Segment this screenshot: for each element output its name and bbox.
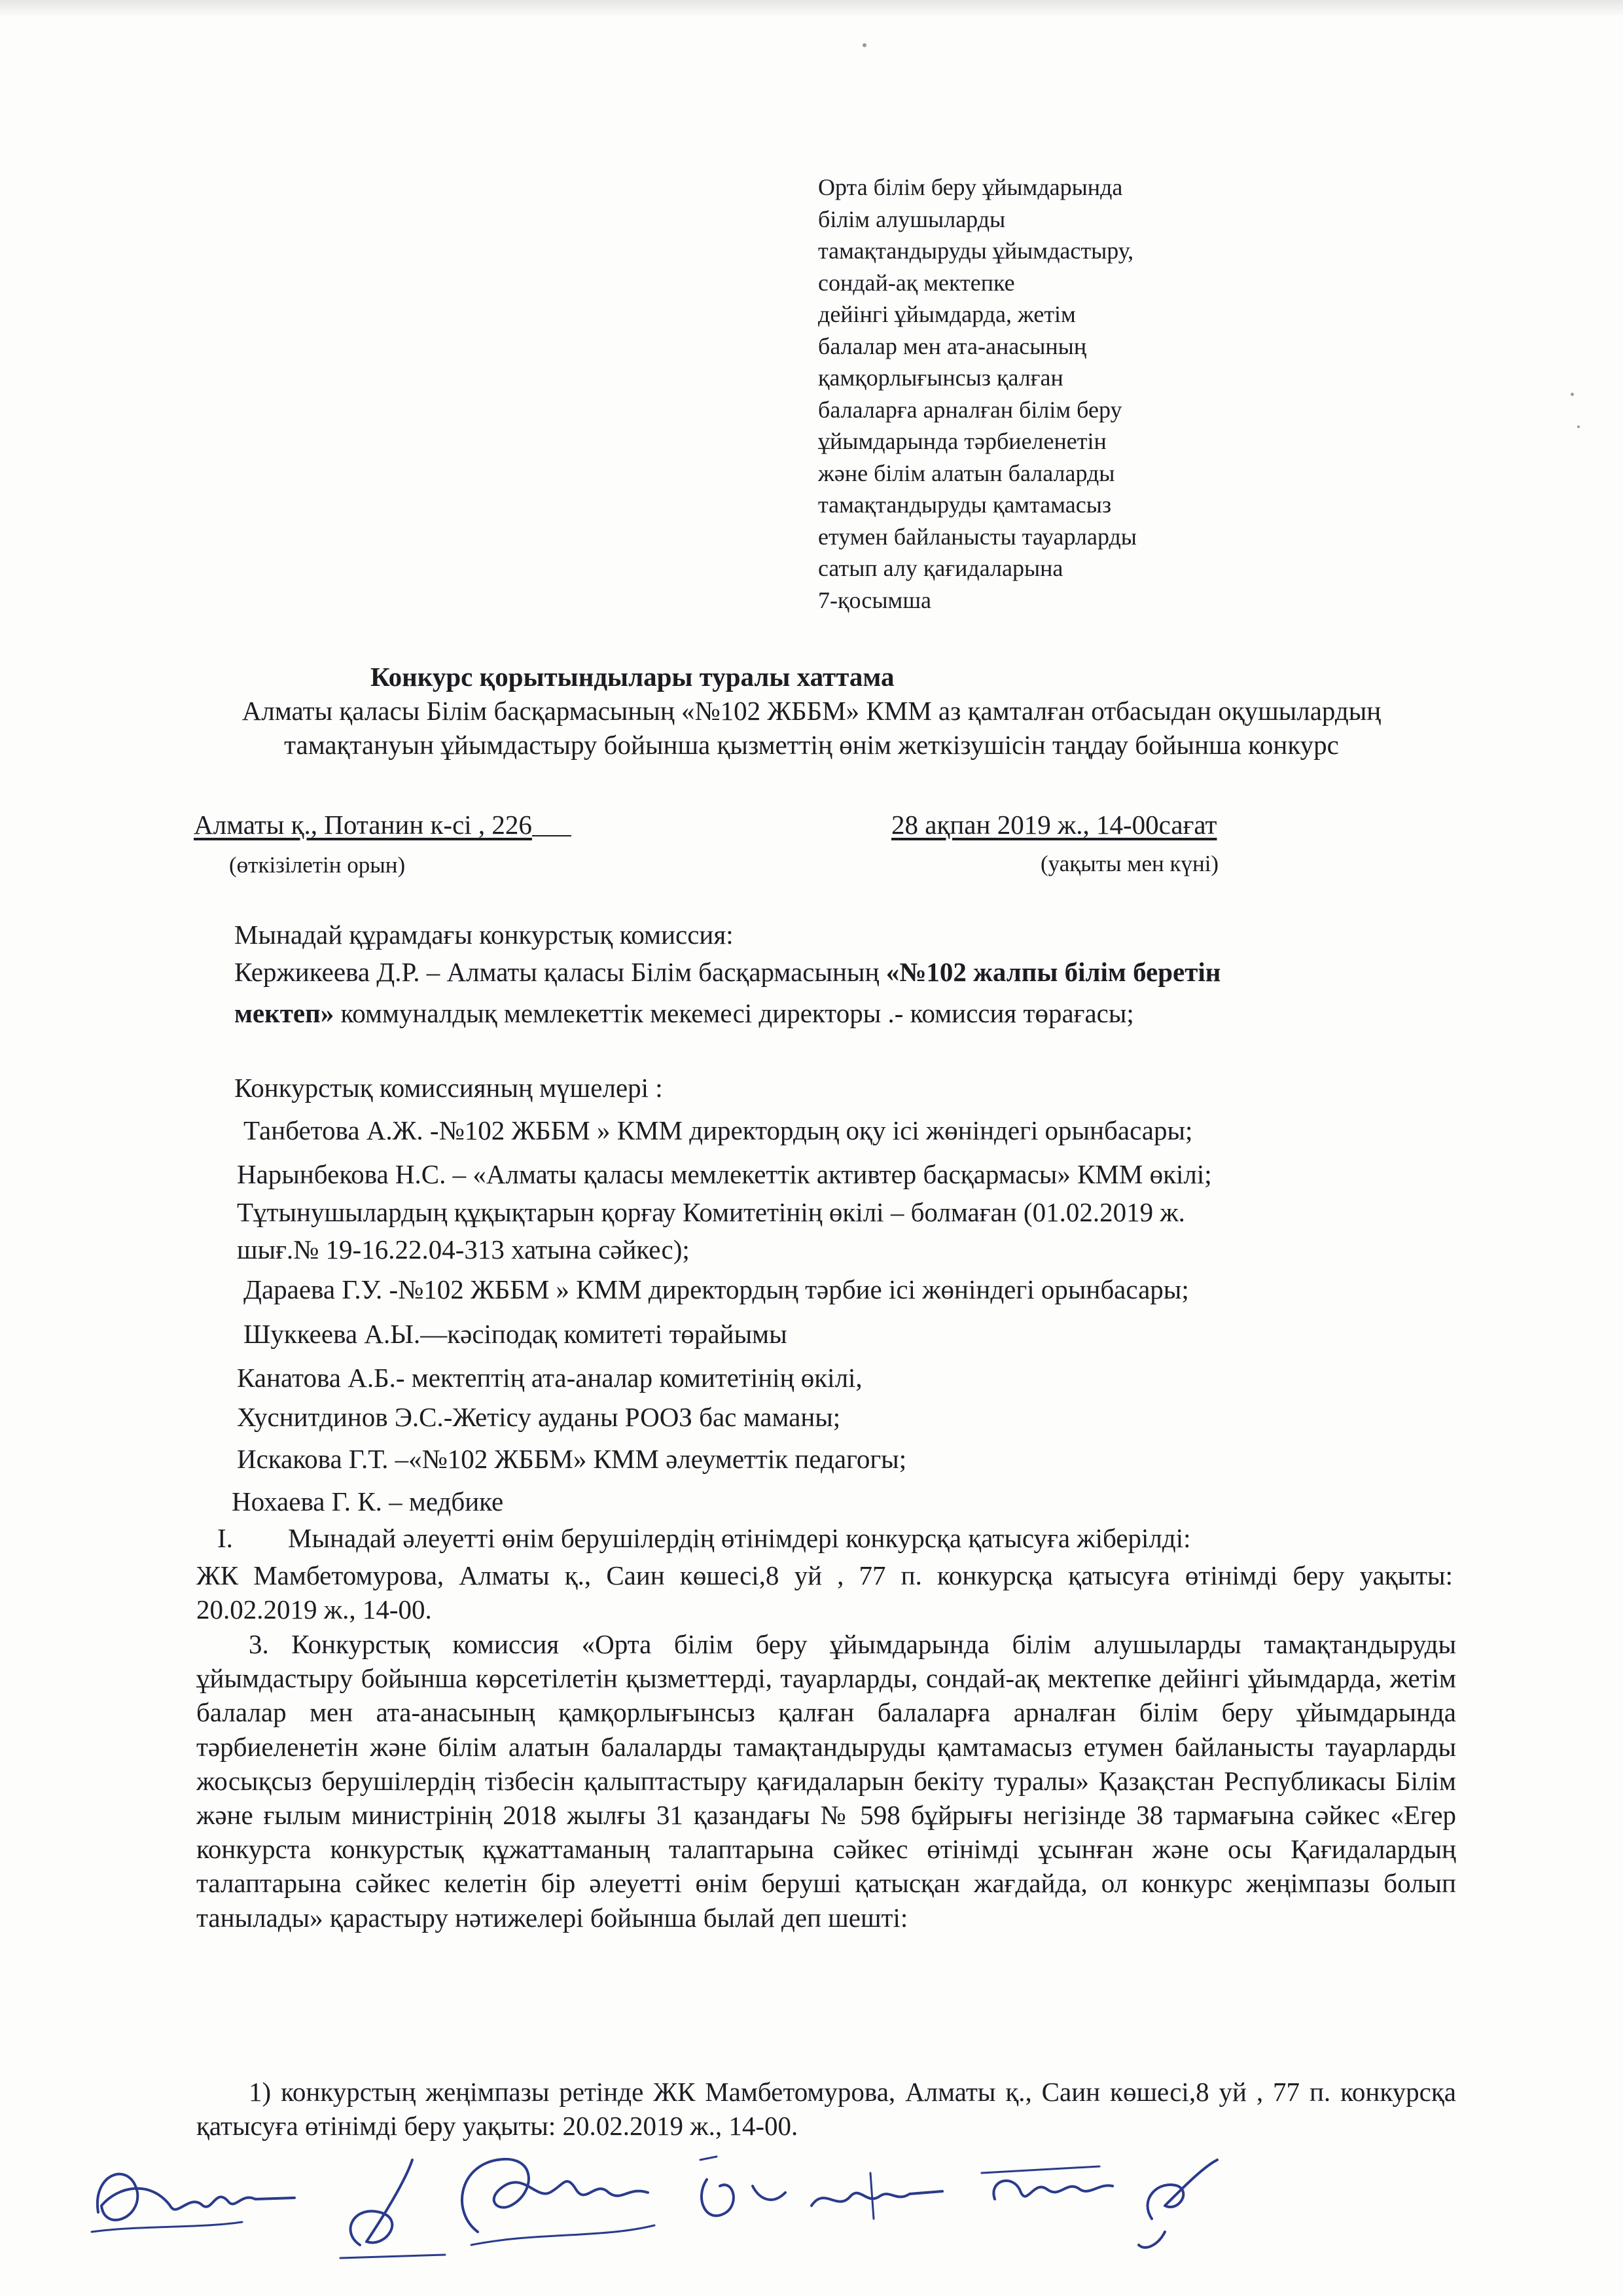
scan-speck: [1571, 393, 1574, 396]
chair-suffix: коммуналдық мемлекеттік мекемесі директоры .- комиссия төрағасы;: [334, 998, 1134, 1028]
signature-4: [700, 2157, 785, 2215]
annex-reference: [818, 171, 1276, 616]
venue-underline: [532, 835, 571, 836]
member-item: Канатова А.Б.- мектептің ата-аналар комитетінің өкілі,: [237, 1363, 863, 1393]
members-label: Конкурстық комиссияның мүшелері :: [234, 1073, 663, 1103]
section-1-heading: Мынадай әлеуетті өнім берушілердің өтінімдері конкурсқа қатысуға жіберілді:: [288, 1523, 1191, 1553]
datetime-caption: (уақыты мен күні): [1041, 851, 1219, 876]
venue-value: Алматы қ., Потанин к-сі , 226: [194, 810, 532, 840]
annex-line: және білім алатын балаларды: [818, 459, 1115, 486]
annex-line: сондай-ақ мектепке: [818, 269, 1015, 296]
annex-line: сатып алу қағидаларына: [818, 555, 1063, 581]
annex-line: тамақтандыруды қамтамасыз: [818, 492, 1112, 518]
member-item: Тұтынушылардың құқықтарын қорғау Комитетінің өкілі – болмаған (01.02.2019 ж.: [237, 1197, 1185, 1227]
section-1-numeral: I.: [217, 1523, 233, 1553]
venue-field: [194, 809, 571, 840]
signature-2: [340, 2160, 445, 2258]
signature-7: [1139, 2160, 1217, 2248]
document-subtitle: Алматы қаласы Білім басқармасының «№102 ЖББМ» КММ аз қамталған отбасыдан оқушылардың тамақтануын ұйымдастыру бойынша қызметтің өнім жеткізушісін таңдау бойынша конкурс: [241, 696, 1382, 760]
chair-prefix: Кержикеева Д.Р. – Алматы қаласы Білім басқармасының: [234, 957, 886, 987]
member-item: Хуснитдинов Э.С.-Жетісу ауданы РООЗ бас маманы;: [237, 1402, 841, 1432]
signature-1: [92, 2174, 294, 2232]
chair-school-name: «№102 жалпы білім беретін: [885, 957, 1221, 987]
annex-line: балаларға арналған білім беру: [818, 396, 1122, 423]
annex-line: ұйымдарында тәрбиеленетін: [818, 428, 1107, 454]
member-item: Танбетова А.Ж. -№102 ЖББМ » КММ директордың оқу ісі жөніндегі орынбасары;: [243, 1115, 1193, 1145]
section-3-text: 3. Конкурстық комиссия «Орта білім беру ұйымдарында білім алушыларды тамақтандыруды ұйымдастыру бойынша көрсетілетін қызметтерді, тауарларды, сондай-ақ мектепке дейінгі ұйымдарда, жетім балалар мен ата-анасының қамқорлығынсыз қалған балаларға арналған білім беру ұйымдарында тәрбиеленетін және білім алатын балаларды тамақтандыруды қамтамасыз етумен байланысты тауарларды жосықсыз берушілердің тізбесін қалыптастыру қағидаларын бекіту туралы» Қазақстан Республикасы Білім және ғылым министрінің 2018 жылғы 31 қазандағы № 598 бұйрығы негізінде 38 тармағына сәйкес «Егер конкурста конкурстық құжаттаманың талаптарына сәйкес өтінімді ұсынған және осы Қағидалардың талаптарына сәйкес келетін бір әлеуетті өнім беруші қатысқан жағдайда, ол конкурс жеңімпазы болып танылады» қарастыру нәтижелері бойынша былай деп шешті:: [196, 1629, 1456, 1933]
scan-speck: [1577, 425, 1580, 428]
annex-line: Орта білім беру ұйымдарында: [818, 174, 1123, 200]
section-1-text: ЖК Мамбетомурова, Алматы қ., Саин көшесі,8 уй , 77 п. конкурсқа қатысуға өтінімді беру уақыты: 20.02.2019 ж., 14-00.: [196, 1560, 1453, 1625]
signature-5: [812, 2173, 942, 2219]
member-item: Нохаева Г. К. – медбике: [232, 1486, 504, 1516]
annex-line: қамқорлығынсыз қалған: [818, 365, 1063, 391]
document-title: Конкурс қорытындылары туралы хаттама: [370, 662, 895, 692]
annex-line: тамақтандыруды ұйымдастыру,: [818, 238, 1134, 264]
annex-line: балалар мен ата-анасының: [818, 332, 1087, 359]
scan-top-edge: [0, 0, 1623, 17]
commission-chair-cont: [234, 997, 1134, 1029]
annex-line: 7-қосымша: [818, 586, 932, 613]
member-item: Искакова Г.Т. –«№102 ЖББМ» КММ әлеуметтік педагогы;: [237, 1444, 907, 1474]
signatures: [79, 2134, 1243, 2278]
annex-line: етумен байланысты тауарларды: [818, 523, 1137, 550]
annex-line: білім алушыларды: [818, 206, 1006, 232]
venue-caption: (өткізілетін орын): [229, 852, 406, 878]
signature-6: [982, 2166, 1113, 2199]
commission-chair: [234, 956, 1221, 988]
section-3-decision: 1) конкурстың жеңімпазы ретінде ЖК Мамбетомурова, Алматы қ., Саин көшесі,8 уй , 77 п. конкурсқа қатысуға өтінімді беру уақыты: 20.02.2019 ж., 14-00.: [196, 2077, 1456, 2142]
chair-school-name-end: мектеп»: [234, 998, 334, 1028]
datetime-value: 28 ақпан 2019 ж., 14-00сағат: [891, 810, 1217, 840]
member-item: Шуккеева А.Ы.—кәсіподақ комитеті төрайымы: [243, 1319, 787, 1349]
annex-line: дейінгі ұйымдарда, жетім: [818, 301, 1076, 327]
commission-intro: Мынадай құрамдағы конкурстық комиссия:: [234, 920, 734, 950]
member-item: шығ.№ 19-16.22.04-313 хатына сәйкес);: [237, 1234, 690, 1265]
member-item: Нарынбекова Н.С. – «Алматы қаласы мемлекеттік активтер басқармасы» КММ өкілі;: [237, 1159, 1212, 1189]
scan-speck: [863, 43, 866, 47]
signature-3: [462, 2159, 654, 2245]
member-item: Дараева Г.У. -№102 ЖББМ » КММ директордың тәрбие ісі жөніндегі орынбасары;: [243, 1274, 1189, 1304]
